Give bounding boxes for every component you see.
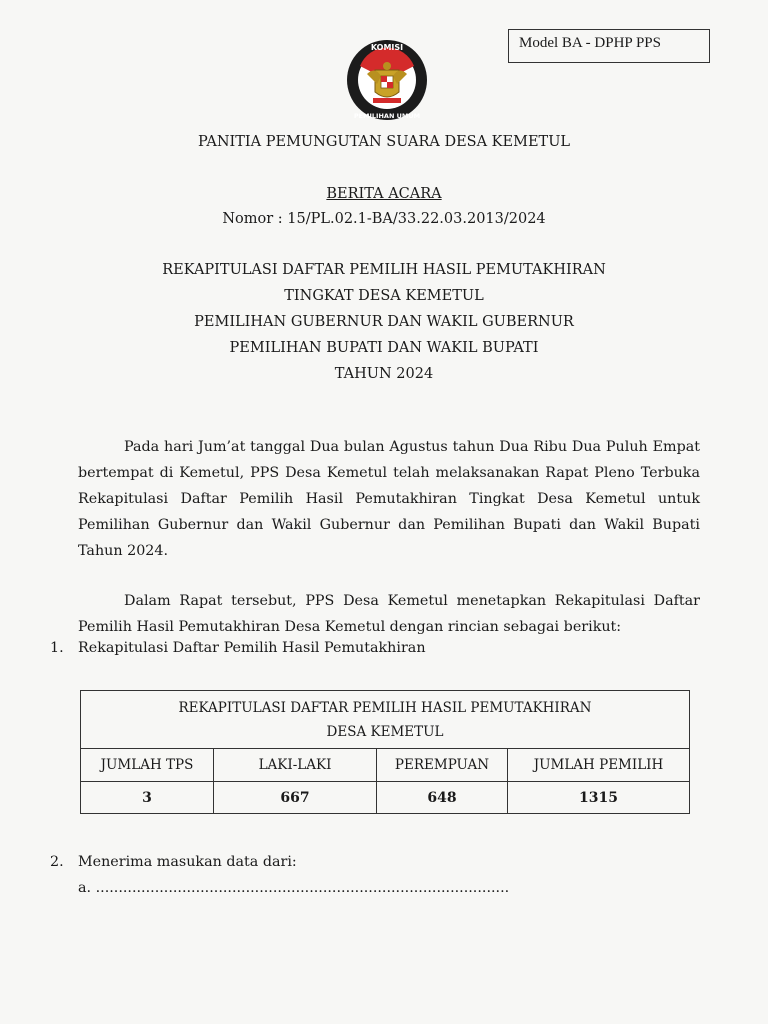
kpu-logo: [345, 36, 429, 124]
committee-name: PANITIA PEMUNGUTAN SUARA DESA KEMETUL: [197, 134, 571, 150]
subject-line: REKAPITULASI DAFTAR PEMILIH HASIL PEMUTAKHIRAN: [162, 262, 606, 278]
col-header-total: JUMLAH PEMILIH: [508, 749, 690, 782]
item-number: 2.: [50, 854, 64, 870]
subject-line: PEMILIHAN GUBERNUR DAN WAKIL GUBERNUR: [194, 314, 574, 330]
opening-paragraph: Pada hari Jum’at tanggal Dua bulan Agustus tahun Dua Ribu Dua Puluh Empat bertempat di Kemetul, PPS Desa Kemetul telah melaksanakan Rapat Pleno Terbuka Rekapitulasi Daftar Pemilih Hasil Pemutakhiran Tingkat Desa Kemetul untuk Pemilihan Gubernur dan Wakil Gubernur dan Pemilihan Bupati dan Wakil Bupati Tahun 2024.: [78, 439, 700, 559]
value-female: 648: [377, 782, 508, 814]
value-total: 1315: [508, 782, 690, 814]
voter-recap-table: [80, 690, 690, 814]
logo-top-text: KOMISI: [370, 43, 404, 52]
col-header-male: LAKI-LAKI: [214, 749, 377, 782]
logo-bottom-text: PEMILIHAN UMUM: [353, 112, 421, 120]
subject-line: TINGKAT DESA KEMETUL: [284, 288, 484, 304]
document-title: BERITA ACARA: [326, 186, 442, 202]
meeting-paragraph: Dalam Rapat tersebut, PPS Desa Kemetul menetapkan Rekapitulasi Daftar Pemilih Hasil Pemutakhiran Desa Kemetul dengan rincian sebagai berikut:: [78, 593, 700, 635]
model-label: Model BA - DPHP PPS: [508, 29, 710, 63]
document-number: Nomor : 15/PL.02.1-BA/33.22.03.2013/2024: [222, 211, 546, 227]
item-text: Rekapitulasi Daftar Pemilih Hasil Pemutakhiran: [78, 640, 426, 656]
col-header-female: PEREMPUAN: [377, 749, 508, 782]
value-tps: 3: [81, 782, 214, 814]
col-header-tps: JUMLAH TPS: [81, 749, 214, 782]
table-title: REKAPITULASI DAFTAR PEMILIH HASIL PEMUTAKHIRAN DESA KEMETUL: [81, 691, 690, 749]
blank-entry-line: a. ...........................................................................................: [78, 880, 510, 896]
subject-line: PEMILIHAN BUPATI DAN WAKIL BUPATI: [229, 340, 539, 356]
value-male: 667: [214, 782, 377, 814]
subject-line: TAHUN 2024: [334, 366, 434, 382]
item-text: Menerima masukan data dari:: [78, 854, 297, 870]
item-number: 1.: [50, 640, 64, 656]
